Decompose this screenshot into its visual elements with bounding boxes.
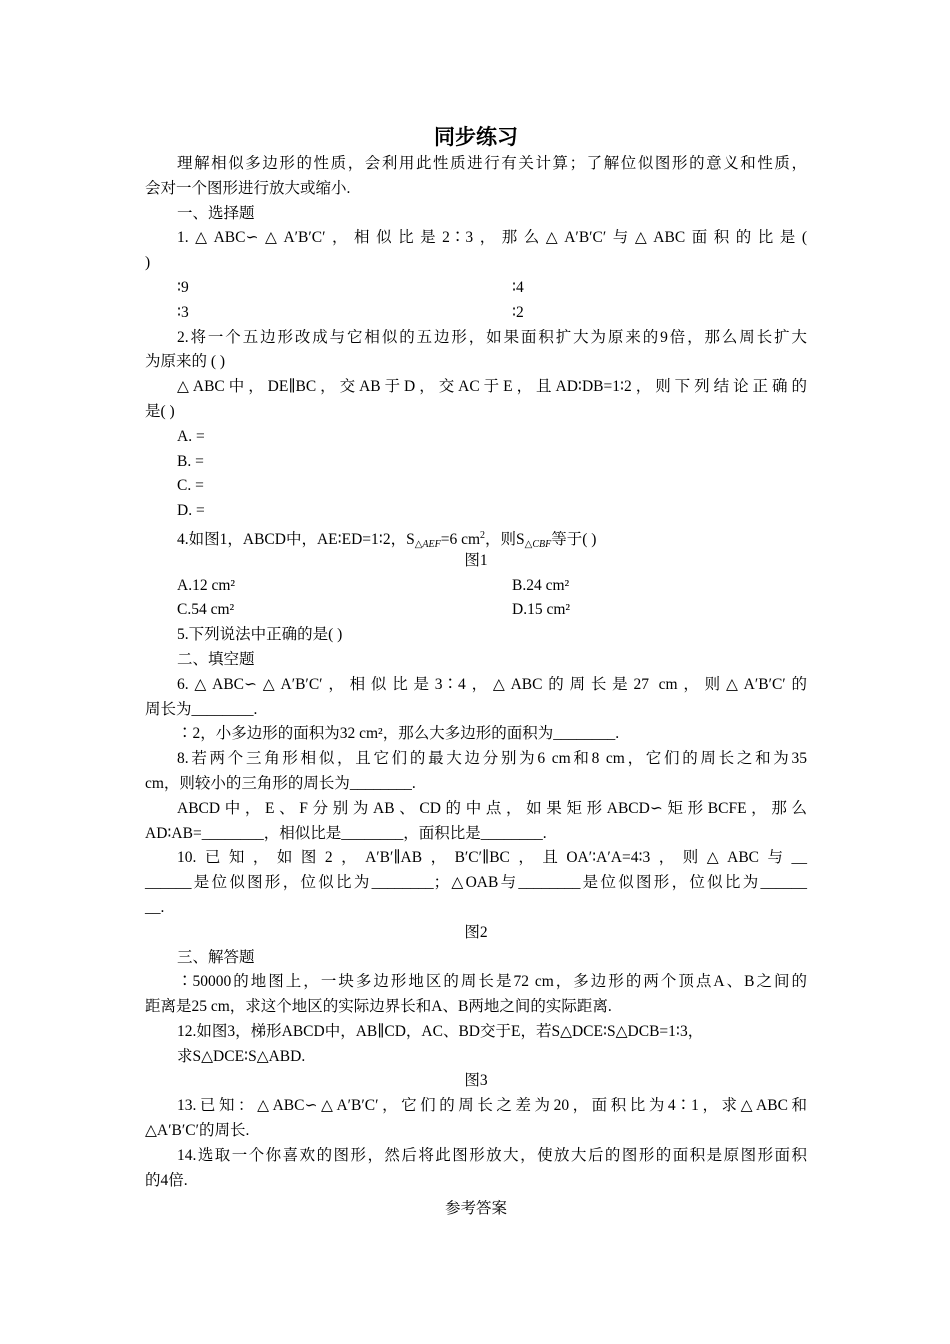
q4-option: C.54 cm² [177, 601, 235, 619]
q9-line-2: AD∶AB=________，相似比是________，面积比是________. [145, 824, 547, 842]
q5-line: 5.下列说法中正确的是( ) [177, 626, 343, 644]
q1-options-row-2 [145, 301, 807, 326]
q1-option: ∶4 [512, 278, 524, 296]
q11-line-1: ∶50000的地图上，一块多边形地区的周长是72 cm，多边形的两个顶点A、B之间的 [177, 973, 807, 991]
q1-option: ∶9 [177, 278, 189, 296]
q12-line-2: 求S△DCE∶S△ABD. [177, 1047, 306, 1065]
q4-text: ，则S [485, 530, 525, 548]
figure-2-caption: 图2 [464, 923, 488, 941]
section-heading-fill: 二、填空题 [177, 650, 255, 668]
q10-line-2: ______是位似图形，位似比为________；△OAB与________是位似图形，位似比为______ [145, 874, 807, 892]
q4-text: 4.如图1，ABCD中，AE∶ED=1∶2，S [177, 530, 415, 548]
q13-line-2: △A′B′C′的周长. [145, 1122, 250, 1140]
answers-heading: 参考答案 [444, 1200, 507, 1218]
q11-line-2: 距离是25 cm，求这个地区的实际边界长和A、B两地之间的实际距离. [145, 998, 612, 1016]
q2-line-1: 2.将一个五边形改成与它相似的五边形，如果面积扩大为原来的9倍，那么周长扩大 [177, 328, 807, 346]
q3-option: C. = [177, 477, 204, 495]
q1-line-1: 1.△ABC∽△A′B′C′，相似比是2∶3，那么△A′B′C′与△ABC面积的比是( [177, 229, 807, 247]
q14-line-2: 的4倍. [145, 1171, 188, 1189]
q12-line-1: 12.如图3，梯形ABCD中，AB∥CD，AC、BD交于E，若S△DCE∶S△DCB=1∶3， [177, 1022, 704, 1040]
q6-line-2: 周长为________. [145, 700, 258, 718]
q3-option: B. = [177, 452, 204, 470]
q3-line-1: △ABC中，DE∥BC，交AB于D，交AC于E，且AD∶DB=1∶2，则下列结论正确的 [177, 378, 807, 396]
document-page [145, 122, 807, 1222]
q4-options-row-2 [145, 598, 807, 623]
q4-options-row-1 [145, 574, 807, 599]
q6-line-1: 6.△ABC∽△A′B′C′，相似比是3∶4，△ABC的周长是27 cm，则△A′B′C′的 [177, 675, 807, 693]
q3-line-2: 是( ) [145, 402, 175, 420]
q13-line-1: 13.已知：△ABC∽△A′B′C′，它们的周长之差为20，面积比为4∶1，求△ABC和 [177, 1097, 807, 1115]
q4-line [145, 524, 807, 549]
q7-line: ∶2，小多边形的面积为32 cm²，那么大多边形的面积为________. [177, 725, 620, 743]
figure-1-caption: 图1 [464, 551, 488, 569]
q10-line-1: 10.已知，如图2，A′B′∥AB，B′C′∥BC，且OA′∶A′A=4∶3，则△ABC与__ [177, 849, 807, 867]
q4-text: =6 cm [440, 530, 481, 548]
section-heading-answer: 三、解答题 [177, 948, 255, 966]
q1-options-row-1 [145, 276, 807, 301]
q4-superscript: 2 [480, 529, 486, 541]
q9-line-1: ABCD中，E、F分别为AB、CD的中点，如果矩形ABCD∽矩形BCFE，那么 [177, 799, 807, 817]
q4-subscript: △CBF [524, 538, 552, 550]
q4-option: D.15 cm² [512, 601, 571, 619]
q4-text: 等于( ) [551, 530, 597, 548]
figure-3-caption: 图3 [464, 1072, 488, 1090]
q1-option: ∶2 [512, 303, 524, 321]
q10-line-3: __. [145, 898, 165, 916]
q3-option: A. = [177, 427, 205, 445]
q4-subscript: △AEF [414, 538, 441, 550]
q8-line-2: cm，则较小的三角形的周长为________. [145, 774, 416, 792]
q4-option: B.24 cm² [512, 576, 570, 594]
q14-line-1: 14.选取一个你喜欢的图形，然后将此图形放大，使放大后的图形的面积是原图形面积 [177, 1146, 807, 1164]
q2-line-2: 为原来的 ( ) [145, 353, 226, 371]
q4-option: A.12 cm² [177, 576, 236, 594]
q1-option: ∶3 [177, 303, 189, 321]
q1-line-2: ) [145, 254, 151, 272]
section-heading-choice: 一、选择题 [177, 204, 255, 222]
q3-option: D. = [177, 502, 205, 520]
intro-line-2: 会对一个图形进行放大或缩小. [145, 179, 351, 197]
intro-line-1: 理解相似多边形的性质，会利用此性质进行有关计算；了解位似图形的意义和性质， [177, 155, 807, 172]
page-title: 同步练习 [434, 125, 518, 149]
q8-line-1: 8.若两个三角形相似，且它们的最大边分别为6 cm和8 cm，它们的周长之和为35 [177, 750, 807, 768]
